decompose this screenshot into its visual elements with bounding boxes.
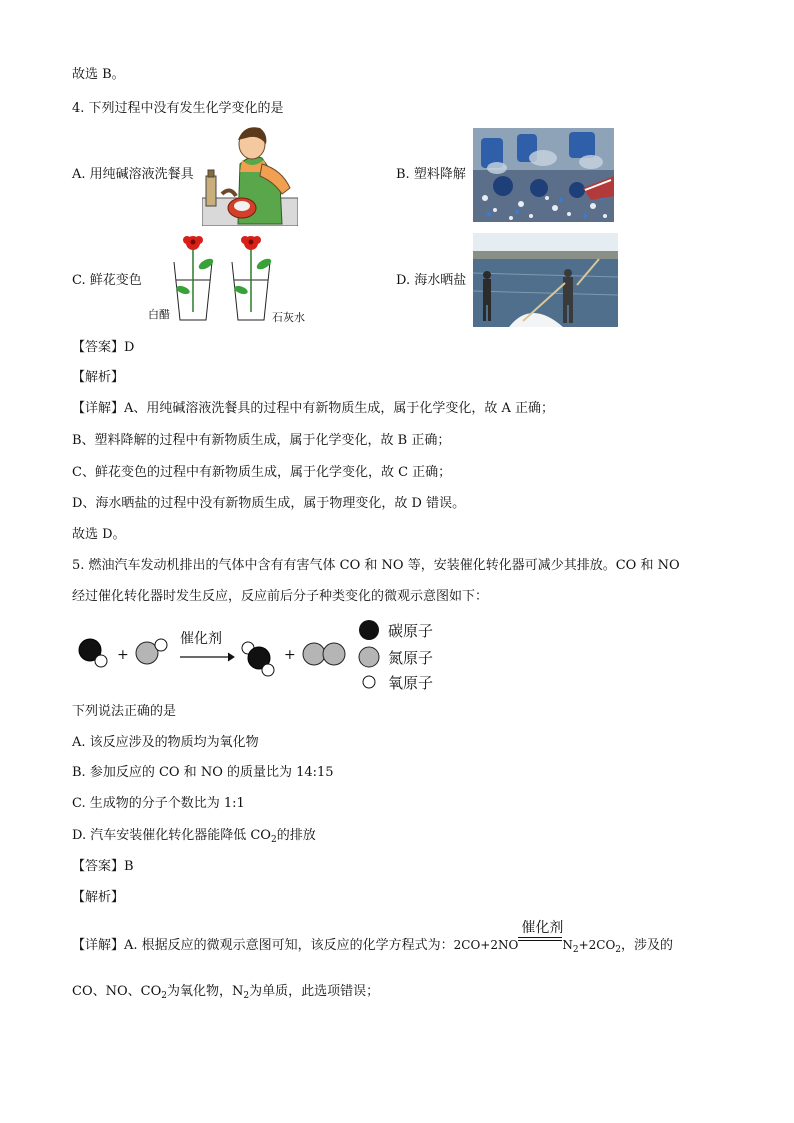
q5-detail-line1 — [72, 920, 674, 955]
q4-detail-b: B、塑料降解的过程中有新物质生成，属于化学变化，故 B 正确； — [72, 433, 451, 448]
plastic-waste-photo — [473, 128, 614, 222]
q5-stem-line2: 经过催化转化器时发生反应，反应前后分子种类变化的微观示意图如下： — [72, 589, 489, 604]
equation-equals-sign — [518, 937, 562, 941]
q5-option-d-post: 的排放 — [276, 828, 316, 843]
line2-post: 为单质，此选项错误； — [249, 984, 380, 999]
q5-option-a: A. 该反应涉及的物质均为氧化物 — [72, 735, 259, 750]
q4-option-d: D. 海水晒盐 — [396, 273, 467, 288]
q5-detail-suffix: ，涉及的 — [621, 938, 674, 953]
q5-answer: 【答案】B — [72, 859, 134, 874]
legend-oxygen-symbol — [363, 676, 375, 688]
q5-analysis-label: 【解析】 — [72, 890, 125, 905]
legend-nitrogen-symbol — [359, 647, 379, 667]
legend-carbon-symbol — [359, 620, 379, 640]
diagram-plus-2: + — [284, 647, 296, 663]
diagram-plus-1: + — [117, 647, 129, 663]
cup-label-limewater: 石灰水 — [272, 311, 305, 324]
legend-symbols — [356, 618, 386, 694]
q4-detail-d: D、海水晒盐的过程中没有新物质生成，属于物理变化，故 D 错误。 — [72, 496, 466, 511]
equation-n-sub: 2 — [572, 945, 579, 955]
q5-stem-line1: 5. 燃油汽车发动机排出的气体中含有有害气体 CO 和 NO 等，安装催化转化器可减少其排放。CO 和 NO — [72, 558, 680, 573]
q5-option-d-pre: D. 汽车安装催化转化器能降低 CO — [72, 828, 271, 843]
diagram-catalyst-label: 催化剂 — [180, 631, 222, 647]
cup-label-vinegar: 白醋 — [148, 308, 170, 321]
q4-analysis-label: 【解析】 — [72, 370, 125, 385]
q4-option-c: C. 鲜花变色 — [72, 273, 142, 288]
line2-mid: 为氧化物，N — [166, 984, 244, 999]
q5-option-c: C. 生成物的分子个数比为 1:1 — [72, 796, 245, 811]
line2-sub2: 2 — [243, 991, 250, 1001]
q5-detail-prefix: 【详解】A. 根据反应的微观示意图可知，该反应的化学方程式为： — [72, 938, 454, 953]
q4-detail-a: 【详解】A、用纯碱溶液洗餐具的过程中有新物质生成，属于化学变化，故 A 正确； — [72, 401, 555, 416]
flower-color-change-illustration — [168, 232, 286, 324]
equation-mid: +2CO — [578, 938, 616, 952]
equation-co2-sub: 2 — [615, 945, 622, 955]
previous-conclusion: 故选 B。 — [72, 67, 125, 82]
q4-detail-c: C、鲜花变色的过程中有新物质生成，属于化学变化，故 C 正确； — [72, 465, 452, 480]
sea-salt-drying-photo — [473, 233, 618, 327]
dishwashing-illustration — [202, 124, 298, 226]
no-molecule-reactant — [136, 639, 167, 664]
line2-pre: CO、NO、CO — [72, 984, 162, 999]
equation-catalyst: 催化剂 — [521, 920, 564, 936]
q4-stem: 4. 下列过程中没有发生化学变化的是 — [72, 101, 284, 116]
equation-reactants: 2CO+2NO — [453, 938, 519, 952]
co2-molecule-product — [242, 642, 274, 676]
equation-n: N — [562, 938, 573, 952]
q5-detail-line2 — [72, 983, 379, 1001]
q5-option-b: B. 参加反应的 CO 和 NO 的质量比为 14:15 — [72, 765, 334, 780]
q4-option-b: B. 塑料降解 — [396, 167, 466, 182]
q4-answer: 【答案】D — [72, 340, 135, 355]
line2-sub1: 2 — [161, 991, 167, 1001]
q4-option-a: A. 用纯碱溶液洗餐具 — [72, 167, 194, 182]
co-molecule-reactant — [79, 639, 107, 667]
q5-option-d — [72, 827, 316, 845]
q5-prompt: 下列说法正确的是 — [72, 704, 177, 719]
equation-condition-box — [518, 920, 564, 954]
q4-conclusion: 故选 D。 — [72, 527, 126, 542]
legend-oxygen-label: 氧原子 — [388, 674, 434, 692]
q5-option-d-sub: 2 — [270, 835, 277, 845]
legend-nitrogen-label: 氮原子 — [388, 649, 434, 667]
n2-molecule-product — [303, 643, 345, 665]
legend-carbon-label: 碳原子 — [388, 622, 434, 640]
